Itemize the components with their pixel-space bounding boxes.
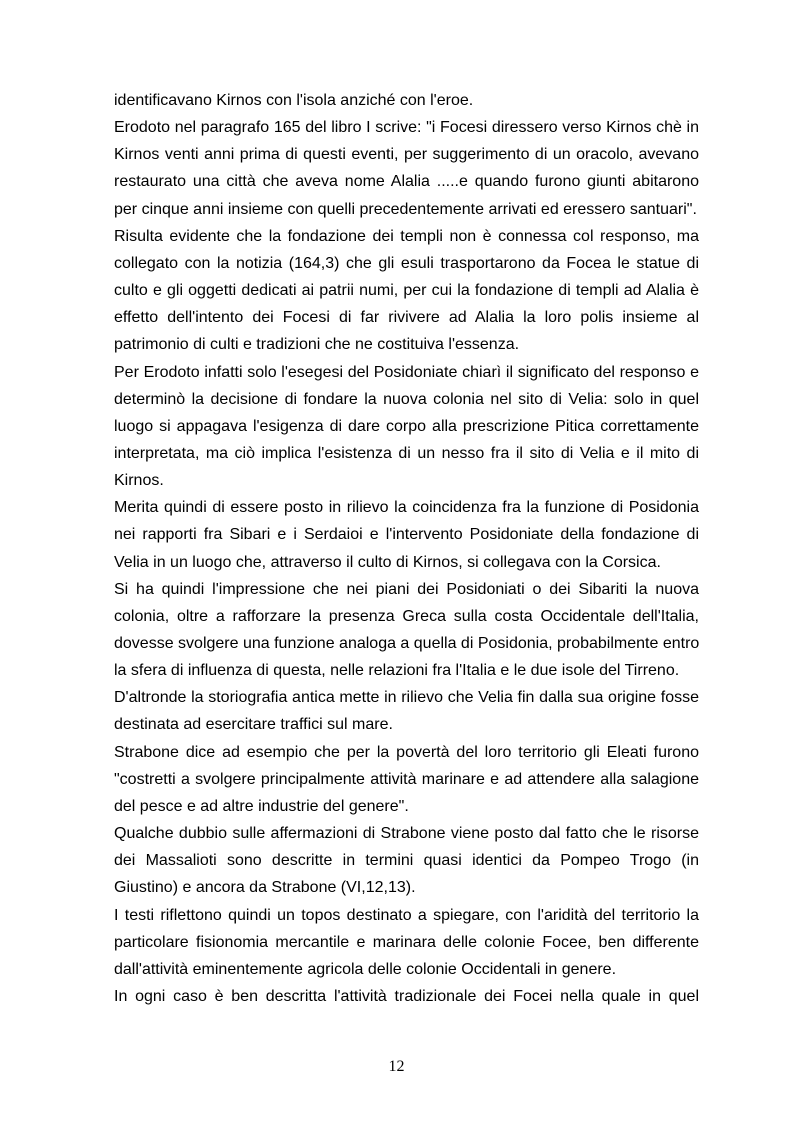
page-number: 12	[388, 1058, 405, 1075]
text-line: particolare fisionomia mercantile e marinara delle colonie Focee, ben differente	[114, 934, 699, 951]
text-line: Strabone dice ad esempio che per la povertà del loro territorio gli Eleati furono	[114, 744, 699, 761]
text-line: destinata ad esercitare traffici sul mare.	[114, 716, 393, 733]
text-line: dall'attività eminentemente agricola delle colonie Occidentali in genere.	[114, 961, 617, 978]
text-line: Qualche dubbio sulle affermazioni di Strabone viene posto dal fatto che le risorse	[114, 825, 699, 842]
text-line: Kirnos.	[114, 472, 164, 489]
text-line: colonia, oltre a rafforzare la presenza Greca sulla costa Occidentale dell'Italia,	[114, 608, 699, 625]
text-line: Risulta evidente che la fondazione dei templi non è connessa col responso, ma	[114, 228, 699, 245]
text-line: I testi riflettono quindi un topos destinato a spiegare, con l'aridità del territorio la	[114, 907, 699, 924]
text-line: la sfera di influenza di questa, nelle relazioni fra l'Italia e le due isole del Tirreno.	[114, 662, 680, 679]
text-line: Giustino) e ancora da Strabone (VI,12,13).	[114, 879, 416, 896]
text-line: "costretti a svolgere principalmente attività marinare e ad attendere alla salagione	[114, 771, 699, 788]
text-line: Kirnos venti anni prima di questi eventi, per suggerimento di un oracolo, avevano	[114, 146, 699, 163]
text-line: Si ha quindi l'impressione che nei piani dei Posidoniati o dei Sibariti la nuova	[114, 581, 699, 598]
text-line: luogo si appagava l'esigenza di dare corpo alla prescrizione Pitica correttamente	[114, 418, 699, 435]
text-line: Merita quindi di essere posto in rilievo la coincidenza fra la funzione di Posidonia	[114, 499, 699, 516]
text-line: In ogni caso è ben descritta l'attività tradizionale dei Focei nella quale in quel	[114, 988, 699, 1005]
text-line: restaurato una città che aveva nome Alalia .....e quando furono giunti abitarono	[114, 173, 699, 190]
text-line: determinò la decisione di fondare la nuova colonia nel sito di Velia: solo in quel	[114, 391, 699, 408]
text-line: Per Erodoto infatti solo l'esegesi del Posidoniate chiarì il significato del responso e	[114, 364, 699, 381]
text-line: nei rapporti fra Sibari e i Serdaioi e l'intervento Posidoniate della fondazione di	[114, 526, 699, 543]
text-line: effetto dell'intento dei Focesi di far rivivere ad Alalia la loro polis insieme al	[114, 309, 699, 326]
text-line: dei Massalioti sono descritte in termini quasi identici da Pompeo Trogo (in	[114, 852, 699, 869]
text-line: Velia in un luogo che, attraverso il culto di Kirnos, si collegava con la Corsica.	[114, 554, 661, 571]
text-line: patrimonio di culti e tradizioni che ne costituiva l'essenza.	[114, 336, 520, 353]
text-line: culto e gli oggetti dedicati ai patrii numi, per cui la fondazione di templi ad Alalia è	[114, 282, 699, 299]
text-line: per cinque anni insieme con quelli precedentemente arrivati ed eressero santuari".	[114, 201, 697, 218]
text-line: interpretata, ma ciò implica l'esistenza di un nesso fra il sito di Velia e il mito di	[114, 445, 699, 462]
text-line: identificavano Kirnos con l'isola anziché con l'eroe.	[114, 92, 474, 109]
text-line: dovesse svolgere una funzione analoga a quella di Posidonia, probabilmente entro	[114, 635, 700, 652]
text-line: Erodoto nel paragrafo 165 del libro I scrive: "i Focesi diressero verso Kirnos chè in	[114, 119, 699, 136]
text-line: del pesce e ad altre industrie del genere".	[114, 798, 409, 815]
text-line: collegato con la notizia (164,3) che gli esuli trasportarono da Focea le statue di	[114, 255, 699, 272]
text-line: D'altronde la storiografia antica mette in rilievo che Velia fin dalla sua origine fosse	[114, 689, 699, 706]
